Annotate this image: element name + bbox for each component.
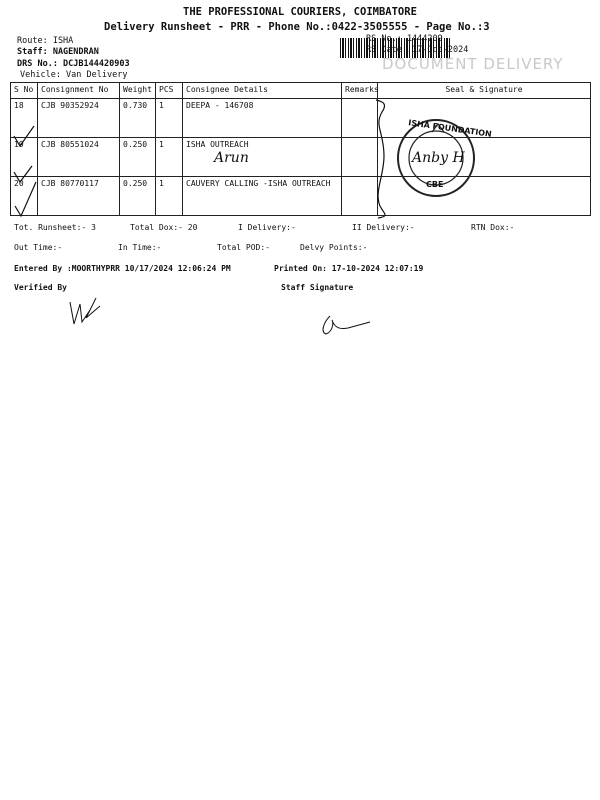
rs-number: RS No.: 1444209 <box>366 34 443 44</box>
printed-on: Printed On: 17-10-2024 12:07:19 <box>274 264 424 273</box>
header-weight: Weight <box>120 83 156 99</box>
cell-weight: 0.730 <box>120 99 156 138</box>
handwritten-receiver-name: Arun <box>214 150 249 166</box>
seal-bottom-text: CBE <box>426 180 444 189</box>
header-remarks: Remarks <box>342 83 378 99</box>
header-sno: S No <box>11 83 38 99</box>
table-row <box>11 138 591 177</box>
cell-consignment: CJB 90352924 <box>38 99 120 138</box>
cell-consignee: DEEPA - 146708 <box>183 99 342 138</box>
table-row <box>11 177 591 216</box>
vehicle-label: Vehicle: Van Delivery <box>20 70 128 80</box>
total-pod: Total POD:- <box>217 243 270 252</box>
cell-weight: 0.250 <box>120 177 156 216</box>
total-runsheet: Tot. Runsheet:- 3 <box>14 223 96 232</box>
header-pcs: PCS <box>156 83 183 99</box>
verified-by-label: Verified By <box>14 283 67 292</box>
table-header-row <box>11 83 591 99</box>
drs-number: DRS No.: DCJB144420903 <box>17 59 130 69</box>
cell-pcs: 1 <box>156 99 183 138</box>
checkmark-icon <box>15 182 36 216</box>
out-time: Out Time:- <box>14 243 63 252</box>
tick-marks <box>10 120 40 220</box>
route-label: Route: ISHA <box>17 36 74 46</box>
cell-sno: 20 <box>11 177 38 216</box>
header-seal: Seal & Signature <box>378 83 591 99</box>
cell-pcs: 1 <box>156 177 183 216</box>
rtn-dox: RTN Dox:- <box>471 223 515 232</box>
cell-consignee: CAUVERY CALLING -ISHA OUTREACH <box>183 177 342 216</box>
rs-date: RS Date: 17-Oct-2024 <box>366 45 469 55</box>
cell-weight: 0.250 <box>120 138 156 177</box>
total-dox: Total Dox:- 20 <box>130 223 198 232</box>
ii-delivery: II Delivery:- <box>352 223 415 232</box>
header-consignee: Consignee Details <box>183 83 342 99</box>
verifier-signature <box>66 294 106 330</box>
seal-handwritten-signature: Anby H <box>412 150 465 166</box>
header-consignment: Consignment No <box>38 83 120 99</box>
seal-top-text: ISHA FOUNDATION <box>407 118 493 139</box>
cell-consignment: CJB 80551024 <box>38 138 120 177</box>
runsheet-table <box>10 82 591 216</box>
staff-label: Staff: NAGENDRAN <box>17 47 99 57</box>
cell-pcs: 1 <box>156 138 183 177</box>
cell-sno: 19 <box>11 138 38 177</box>
staff-signature-label: Staff Signature <box>281 283 354 292</box>
checkmark-icon <box>14 166 32 182</box>
company-title: THE PROFESSIONAL COURIERS, COIMBATORE <box>183 6 417 18</box>
document-delivery-stamp: DOCUMENT DELIVERY <box>382 55 564 73</box>
runsheet-subtitle: Delivery Runsheet - PRR - Phone No.:0422-3505555 - Page No.:3 <box>104 21 490 33</box>
cell-sno: 18 <box>11 99 38 138</box>
entered-by: Entered By :MOORTHYPRR 10/17/2024 12:06:24 PM <box>14 264 231 273</box>
table-row <box>11 99 591 138</box>
consignee-name: ISHA OUTREACH <box>186 140 249 149</box>
checkmark-icon <box>14 126 34 146</box>
cell-consignee <box>183 138 342 177</box>
delvy-points: Delvy Points:- <box>300 243 368 252</box>
cell-consignment: CJB 80770117 <box>38 177 120 216</box>
i-delivery: I Delivery:- <box>238 223 296 232</box>
in-time: In Time:- <box>118 243 162 252</box>
staff-signature <box>318 312 378 340</box>
brace-mark <box>376 100 385 218</box>
